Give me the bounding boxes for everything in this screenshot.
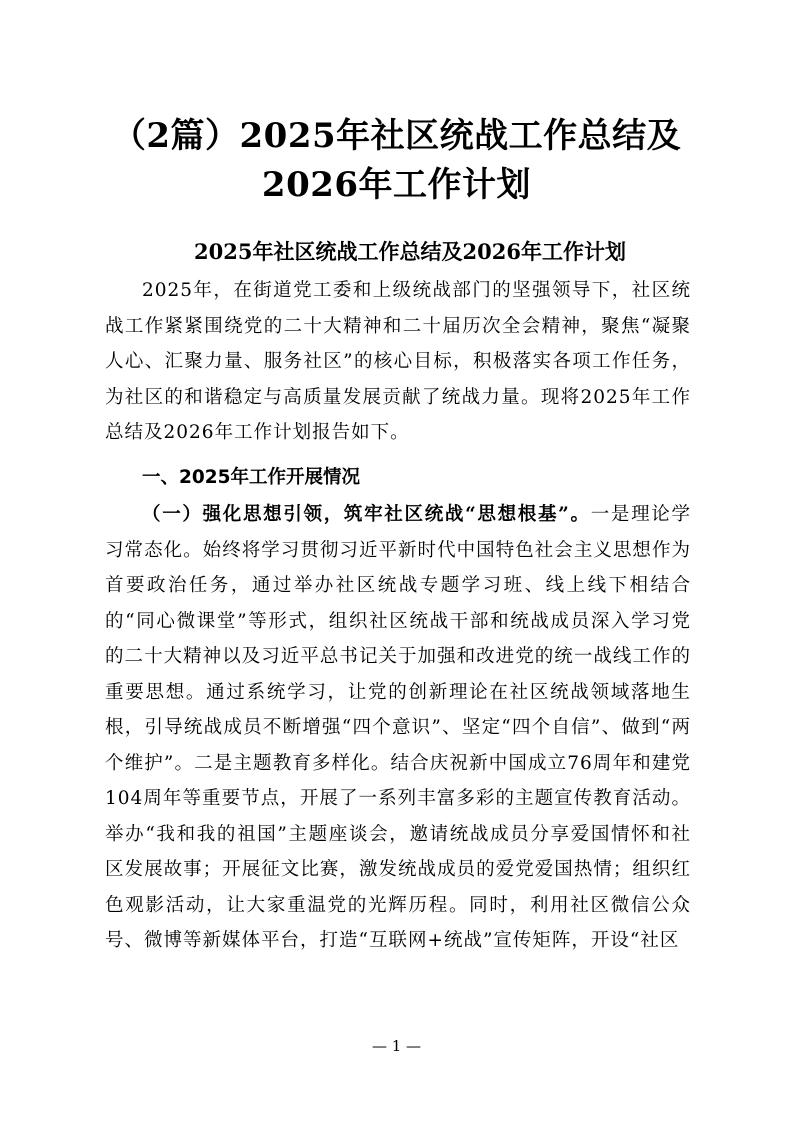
part1-body-text: 一是理论学习常态化。始终将学习贯彻习近平新时代中国特色社会主义思想作为首要政治任务，通过举办社区统战专题学习班、线上线下相结合的“同心微课堂”等形式，组织社区统战干部和统战成员深入学习党的二十大精神以及习近平总书记关于加强和改进党的统一战线工作的重要思想。通过系统学习，让党的创新理论在社区统战领域落地生根，引导统战成员不断增强“四个意识”、坚定“四个自信”、做到“两个维护”。二是主题教育多样化。结合庆祝新中国成立76周年和建党104周年等重要节点，开展了一系列丰富多彩的主题宣传教育活动。举办“我和我的祖国”主题座谈会，邀请统战成员分享爱国情怀和社区发展故事；开展征文比赛，激发统战成员的爱党爱国热情；组织红色观影活动，让大家重温党的光辉历程。同时，利用社区微信公众号、微博等新媒体平台，打造“互联网+统战”宣传矩阵，开设“社区 — [105, 504, 691, 951]
document-sub-title: 2025年社区统战工作总结及2026年工作计划 — [194, 239, 626, 264]
page-number: — 1 — — [371, 1037, 422, 1055]
document-main-title: （2篇）2025年社区统战工作总结及2026年工作计划 — [111, 116, 682, 205]
part1-paragraph — [105, 497, 691, 959]
part1-lead-heading: （一）强化思想引领，筑牢社区统战“思想根基”。 — [142, 504, 591, 525]
section-heading: 一、2025年工作开展情况 — [142, 467, 360, 488]
intro-paragraph: 2025年，在街道党工委和上级统战部门的坚强领导下，社区统战工作紧紧围绕党的二十大精神和二十届历次全会精神，聚焦“凝聚人心、汇聚力量、服务社区”的核心目标，积极落实各项工作任务，为社区的和谐稳定与高质量发展贡献了统战力量。现将2025年工作总结及2026年工作计划报告如下。 — [105, 280, 691, 443]
